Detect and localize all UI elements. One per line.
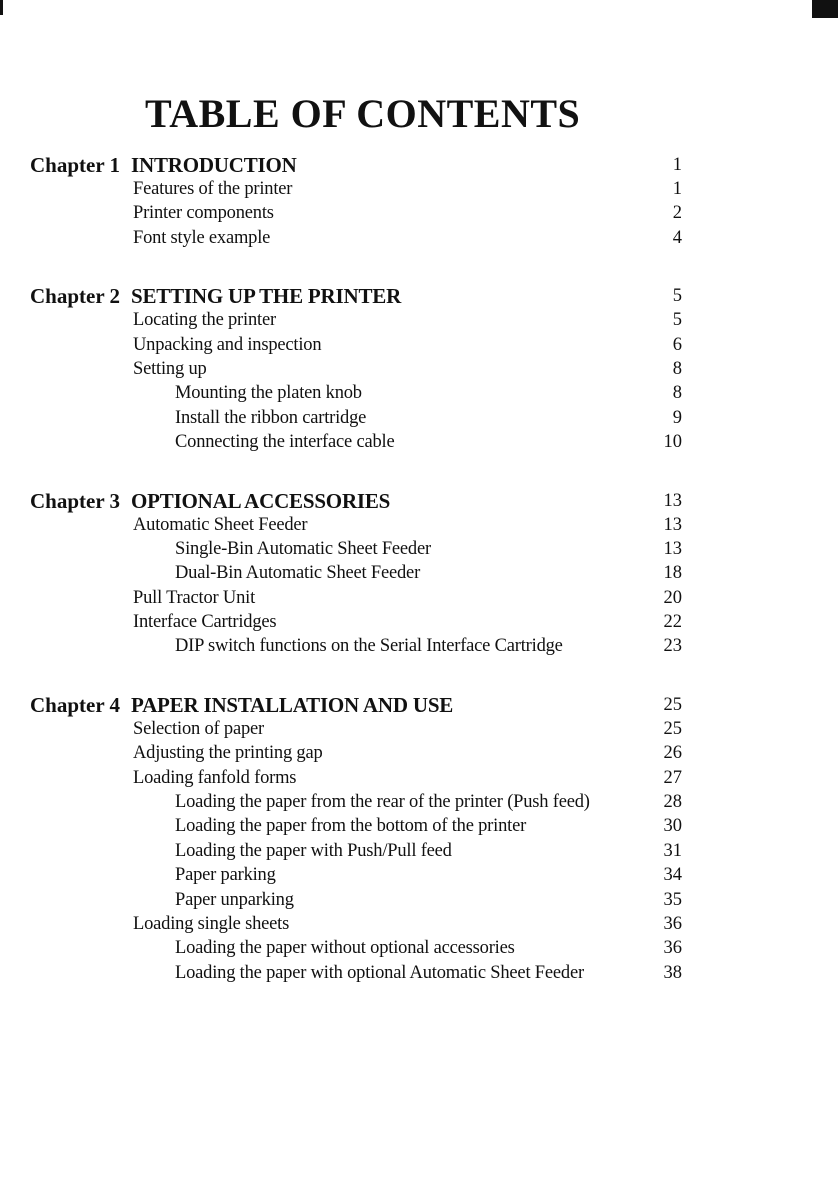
chapter-section (0, 488, 838, 659)
entry-page-number: 25 (663, 718, 682, 739)
toc-entry (0, 766, 838, 790)
entry-title: Automatic Sheet Feeder (133, 514, 308, 535)
entry-title: Features of the printer (133, 179, 293, 199)
chapter-title: INTRODUCTION (131, 153, 297, 177)
entry-title: Pull Tractor Unit (133, 587, 256, 608)
toc-entry (0, 357, 838, 381)
toc-subentry (0, 961, 838, 985)
toc-subentry (0, 790, 838, 814)
entry-page-number: 2 (672, 203, 682, 224)
entry-page-number: 13 (663, 514, 682, 535)
chapter-label: Chapter 1 (30, 153, 121, 177)
chapter-title: OPTIONAL ACCESSORIES (131, 488, 391, 513)
entry-title: DIP switch functions on the Serial Interface Cartridge (175, 636, 563, 657)
entry-title: Loading the paper without optional accessories (175, 938, 515, 959)
toc-entry (0, 717, 838, 741)
entry-page-number: 26 (663, 743, 682, 764)
entry-page-number: 36 (663, 913, 682, 934)
entry-page-number: 1 (672, 179, 682, 199)
toc-entry (0, 513, 838, 537)
toc-subentry (0, 839, 838, 863)
toc-entry (0, 201, 838, 225)
toc-entry (0, 586, 838, 610)
chapter-heading (0, 692, 838, 718)
toc-subentry (0, 863, 838, 887)
scan-corner-mark (812, 0, 838, 18)
entry-title: Single-Bin Automatic Sheet Feeder (175, 538, 431, 559)
entry-page-number: 8 (672, 358, 682, 379)
page-title: TABLE OF CONTENTS (145, 91, 581, 136)
chapter-title: PAPER INSTALLATION AND USE (131, 692, 454, 717)
entry-page-number: 36 (663, 938, 682, 959)
chapter-page-number: 1 (672, 155, 682, 175)
toc-subentry (0, 406, 838, 430)
toc-entry (0, 308, 838, 332)
entry-page-number: 28 (663, 792, 682, 813)
chapter-heading (0, 283, 838, 309)
entry-title: Locating the printer (133, 310, 276, 331)
entry-page-number: 6 (672, 334, 682, 355)
entry-page-number: 23 (663, 636, 682, 657)
entry-title: Loading the paper from the bottom of the printer (175, 816, 527, 837)
entry-title: Interface Cartridges (133, 612, 277, 633)
entry-title: Unpacking and inspection (133, 334, 322, 355)
chapter-title: SETTING UP THE PRINTER (131, 284, 402, 309)
entry-title: Connecting the interface cable (175, 432, 395, 453)
entry-title: Selection of paper (133, 718, 264, 739)
chapter-label: Chapter 4 (30, 692, 121, 717)
entry-title: Mounting the platen knob (175, 383, 362, 404)
entry-title: Loading fanfold forms (133, 767, 297, 788)
toc-subentry (0, 381, 838, 405)
chapter-page-number: 25 (663, 694, 682, 715)
chapter-section (0, 152, 838, 250)
entry-page-number: 38 (663, 962, 682, 983)
chapter-label: Chapter 2 (30, 284, 121, 309)
entry-page-number: 35 (663, 889, 682, 910)
entry-title: Adjusting the printing gap (133, 743, 323, 764)
toc-entry (0, 741, 838, 765)
entry-page-number: 8 (672, 383, 682, 404)
toc-entry (0, 177, 838, 201)
table-of-contents (0, 152, 838, 1018)
chapter-section (0, 692, 838, 985)
entry-page-number: 4 (672, 227, 682, 248)
toc-subentry (0, 814, 838, 838)
toc-subentry (0, 634, 838, 658)
entry-title: Dual-Bin Automatic Sheet Feeder (175, 563, 421, 584)
entry-title: Setting up (133, 358, 207, 379)
entry-page-number: 10 (663, 432, 682, 453)
entry-title: Install the ribbon cartridge (175, 407, 367, 428)
entry-title: Loading the paper from the rear of the printer (Push feed) (175, 792, 590, 813)
chapter-heading (0, 152, 838, 178)
entry-title: Printer components (133, 203, 274, 224)
chapter-page-number: 5 (672, 286, 682, 307)
entry-page-number: 30 (663, 816, 682, 837)
entry-page-number: 18 (663, 563, 682, 584)
entry-page-number: 27 (663, 767, 682, 788)
entry-title: Paper unparking (175, 889, 294, 910)
entry-page-number: 31 (663, 840, 682, 861)
chapter-heading (0, 488, 838, 514)
entry-page-number: 9 (672, 407, 682, 428)
toc-subentry (0, 561, 838, 585)
entry-page-number: 22 (663, 612, 682, 633)
entry-title: Font style example (133, 227, 271, 248)
entry-page-number: 5 (672, 310, 682, 331)
toc-entry (0, 610, 838, 634)
entry-title: Loading the paper with optional Automatic Sheet Feeder (175, 962, 584, 983)
entry-page-number: 34 (663, 865, 682, 886)
entry-title: Loading single sheets (133, 913, 290, 934)
chapter-label: Chapter 3 (30, 488, 121, 513)
entry-page-number: 20 (663, 587, 682, 608)
toc-entry (0, 912, 838, 936)
toc-entry (0, 226, 838, 250)
entry-page-number: 13 (663, 538, 682, 559)
entry-title: Paper parking (175, 865, 276, 886)
chapter-page-number: 13 (663, 490, 682, 511)
scan-edge-mark (0, 0, 3, 15)
entry-title: Loading the paper with Push/Pull feed (175, 840, 452, 861)
chapter-section (0, 283, 838, 454)
toc-subentry (0, 430, 838, 454)
toc-subentry (0, 888, 838, 912)
toc-subentry (0, 936, 838, 960)
toc-subentry (0, 537, 838, 561)
toc-entry (0, 333, 838, 357)
